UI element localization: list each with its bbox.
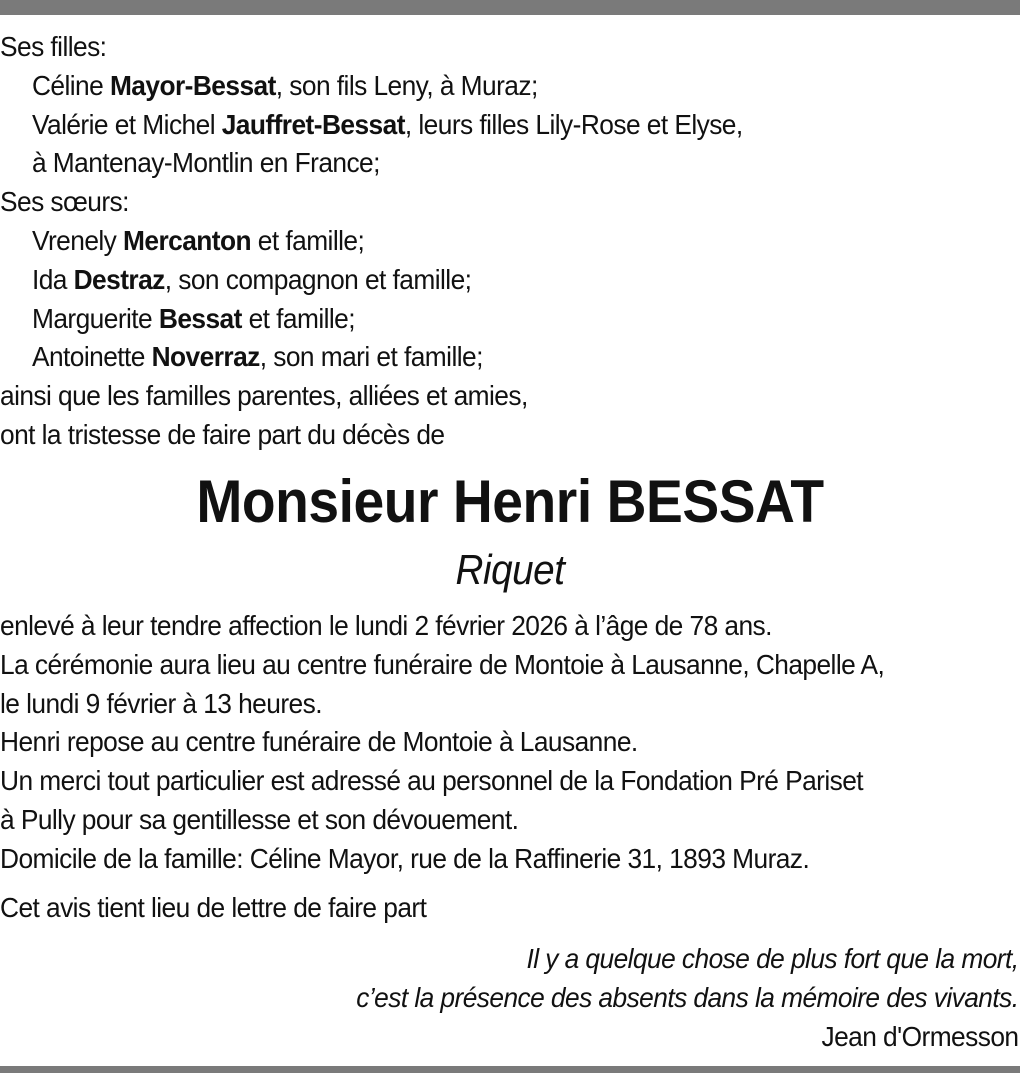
detail-line: à Pully pour sa gentillesse et son dévouement. <box>0 803 519 835</box>
announcement-line: ont la tristesse de faire part du décès de <box>0 418 445 450</box>
daughter-line <box>0 144 959 183</box>
deceased-name: Monsieur Henri BESSAT <box>196 468 824 535</box>
daughter-text: , son fils Leny, à Muraz; <box>275 69 538 101</box>
daughter-text: à Mantenay-Montlin en France; <box>31 147 380 179</box>
daughter-line <box>0 67 959 106</box>
sister-line <box>0 261 959 300</box>
sister-text: Antoinette <box>31 341 152 373</box>
family-list <box>0 28 959 455</box>
sister-line <box>0 222 959 261</box>
top-rule <box>0 0 1020 15</box>
sister-text: Ida <box>31 263 74 295</box>
daughter-surname: Mayor-Bessat <box>109 69 276 101</box>
daughter-text: Céline <box>31 69 110 101</box>
detail-line: La cérémonie aura lieu au centre funéraire de Montoie à Lausanne, Chapelle A, <box>0 648 885 680</box>
sister-text: Marguerite <box>31 302 159 334</box>
sister-surname: Bessat <box>158 302 242 334</box>
detail-line: Domicile de la famille: Céline Mayor, rue de la Raffinerie 31, 1893 Muraz. <box>0 842 810 874</box>
sister-text: et famille; <box>241 302 355 334</box>
detail-line: Un merci tout particulier est adressé au personnel de la Fondation Pré Pariset <box>0 765 864 797</box>
quote-block <box>356 940 1018 1056</box>
quote-line: c’est la présence des absents dans la mémoire des vivants. <box>355 981 1018 1013</box>
quote-author: Jean d'Ormesson <box>821 1020 1018 1052</box>
closing-notice: Cet avis tient lieu de lettre de faire part <box>0 892 427 923</box>
relatives-line: ainsi que les familles parentes, alliées et amies, <box>0 380 528 412</box>
sister-text: Vrenely <box>31 224 124 256</box>
sister-text: , son mari et famille; <box>259 341 483 373</box>
sister-text: et famille; <box>251 224 365 256</box>
detail-line: Henri repose au centre funéraire de Montoie à Lausanne. <box>0 726 638 758</box>
daughter-line <box>0 106 959 145</box>
sisters-heading: Ses sœurs: <box>0 186 129 218</box>
daughter-text: Valérie et Michel <box>31 108 222 140</box>
deceased-block <box>0 462 1020 598</box>
daughter-surname: Jauffret-Bessat <box>221 108 405 140</box>
sister-surname: Noverraz <box>151 341 260 373</box>
deceased-nickname: Riquet <box>455 546 565 593</box>
details-block <box>0 607 1020 879</box>
daughters-heading: Ses filles: <box>0 31 107 62</box>
sister-line <box>0 338 959 377</box>
sister-surname: Mercanton <box>123 224 252 256</box>
detail-line: enlevé à leur tendre affection le lundi 2 février 2026 à l’âge de 78 ans. <box>0 610 772 641</box>
sister-text: , son compagnon et famille; <box>164 263 472 295</box>
daughter-text: , leurs filles Lily-Rose et Elyse, <box>404 108 743 140</box>
sister-surname: Destraz <box>73 263 165 295</box>
quote-line: Il y a quelque chose de plus fort que la mort, <box>526 943 1018 974</box>
detail-line: le lundi 9 février à 13 heures. <box>0 687 322 719</box>
bottom-rule <box>0 1066 1020 1073</box>
sister-line <box>0 300 959 339</box>
